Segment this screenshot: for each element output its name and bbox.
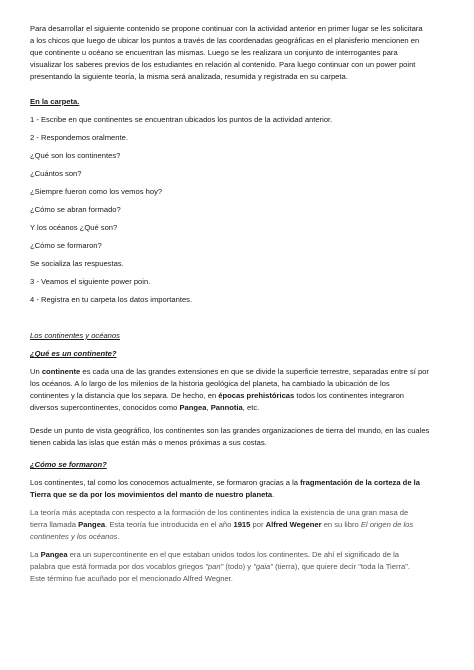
carpeta-item: 2 - Respondemos oralmente. bbox=[30, 133, 128, 142]
pangea-line: Este término fue acuñado por el mencionado Alfred Wegner. bbox=[30, 574, 233, 583]
geo-line: tienen cabida las islas que están más o menos próximas a sus costas. bbox=[30, 438, 267, 447]
definition-line: los océanos. A lo largo de los milenios de la historia geológica del planeta, ha cambiado la ubicación de los bbox=[30, 379, 390, 388]
formed-line: Los continentes, tal como los conocemos actualmente, se formaron gracias a la fragmentación de la corteza de la bbox=[30, 478, 420, 487]
section-title: Los continentes y océanos bbox=[30, 331, 120, 340]
definition-line: diversos supercontinentes, conocidos como Pangea, Pannotia, etc. bbox=[30, 403, 260, 412]
intro-line: a los chicos que luego de ubicar los puntos a través de las coordenadas geográficas en el planisferio mencionen en bbox=[30, 36, 420, 45]
carpeta-item: ¿Siempre fueron como los vemos hoy? bbox=[30, 187, 163, 196]
question-heading: ¿Cómo se formaron? bbox=[30, 460, 107, 469]
theory-line: tierra llamada Pangea. Esta teoría fue introducida en el año 1915 por Alfred Wegener en su libro El origen de los bbox=[30, 520, 414, 529]
intro-line: presentando la siguiente teoría, la misma será analizada, resumida y registrada en su carpeta. bbox=[30, 72, 348, 81]
intro-line: Para desarrollar el siguiente contenido se propone continuar con la actividad anterior en primer lugar se les solicitara bbox=[30, 24, 423, 33]
carpeta-item: ¿Cómo se abran formado? bbox=[30, 205, 121, 214]
geo-line: Desde un punto de vista geográfico, los continentes son las grandes organizaciones de tierra del mundo, en las cuales bbox=[30, 426, 430, 435]
carpeta-item: ¿Qué son los continentes? bbox=[30, 151, 121, 160]
carpeta-heading: En la carpeta. bbox=[30, 97, 80, 106]
carpeta-item: 4 - Registra en tu carpeta los datos importantes. bbox=[30, 295, 193, 304]
carpeta-item: Se socializa las respuestas. bbox=[30, 259, 124, 268]
carpeta-item: Y los océanos ¿Qué son? bbox=[30, 223, 118, 232]
carpeta-item: ¿Cómo se formaron? bbox=[30, 241, 102, 250]
theory-line: continentes y los océanos. bbox=[30, 532, 120, 541]
carpeta-item: ¿Cuántos son? bbox=[30, 169, 82, 178]
pangea-line: palabra que está formada por dos vocablos griegos "pan" (todo) y "gaia" (tierra), que quiere decir "toda la Tierra". bbox=[30, 562, 411, 571]
pangea-line: La Pangea era un supercontinente en el que estaban unidos todos los continentes. De ahí el significado de la bbox=[30, 550, 399, 559]
definition-line: continentes y la distancia que los separa. De hecho, en épocas prehistóricas todos los continentes integraron bbox=[30, 391, 405, 400]
carpeta-item: 3 - Veamos el siguiente power poin. bbox=[30, 277, 151, 286]
definition-line: Un continente es cada una de las grandes extensiones en que se divide la superficie terrestre, separadas entre sí por bbox=[30, 367, 429, 376]
theory-line: La teoría más aceptada con respecto a la formación de los continentes indica la existencia de una gran masa de bbox=[30, 508, 409, 517]
formed-line: Tierra que se da por los movimientos del manto de nuestro planeta. bbox=[30, 490, 275, 499]
question-heading: ¿Qué es un continente? bbox=[30, 349, 117, 358]
carpeta-item: 1 - Escribe en que continentes se encuentran ubicados los puntos de la actividad anterior. bbox=[30, 115, 333, 124]
intro-line: que continente u océano se encuentran las mismas. Luego se les realizara un conjunto de interrogantes para bbox=[30, 48, 398, 57]
intro-line: visualizar los saberes previos de los estudiantes en relación al contenido. Para luego continuar con un power point bbox=[30, 60, 416, 69]
